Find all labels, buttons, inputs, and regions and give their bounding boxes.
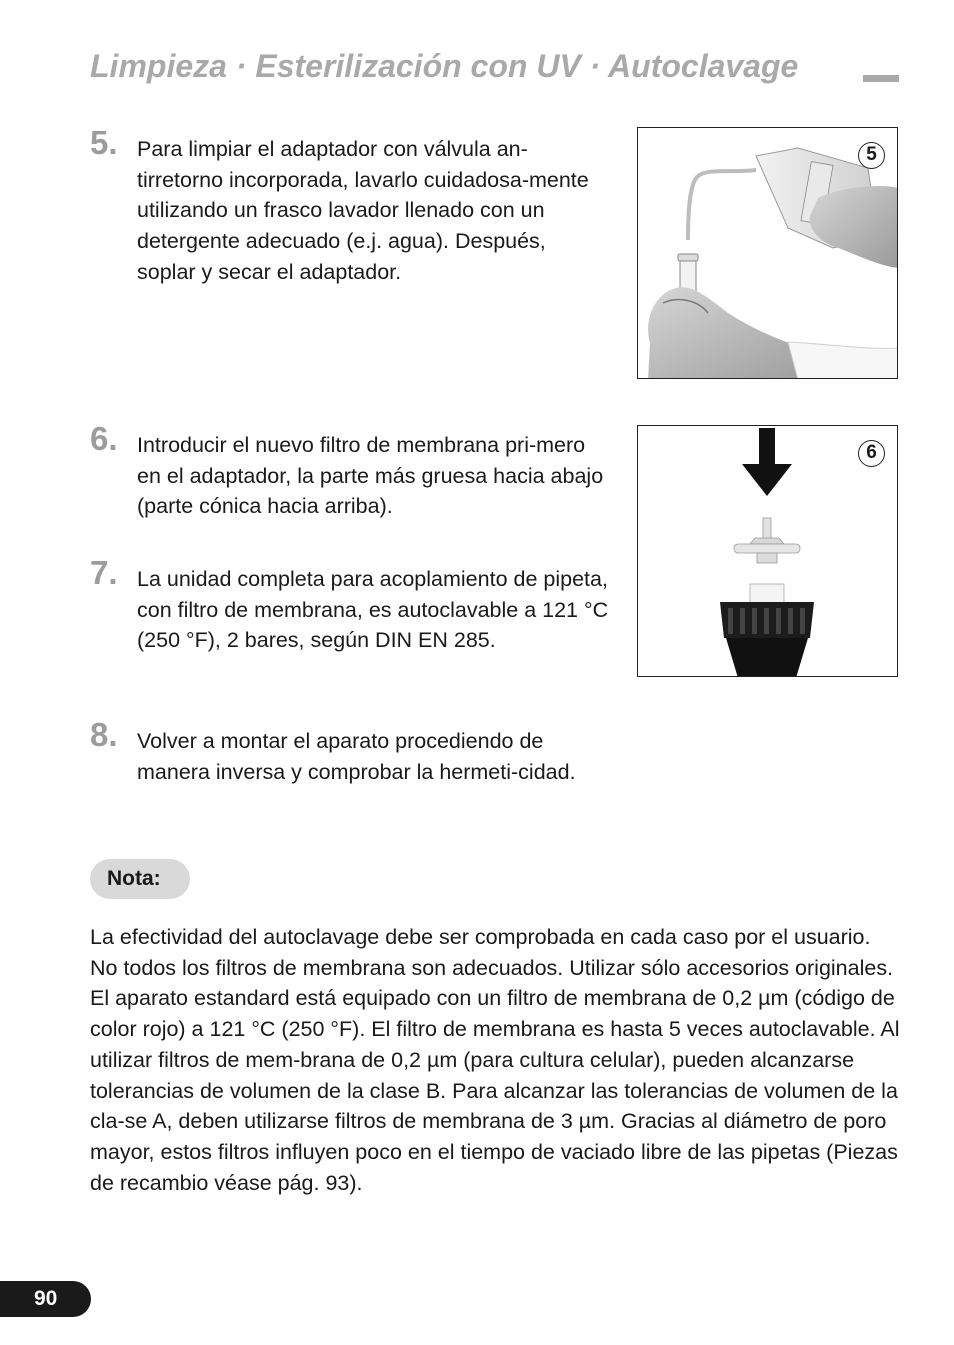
- note-label-badge: Nota:: [90, 859, 190, 899]
- arrow-down-icon: [742, 464, 792, 496]
- step-7: [90, 554, 610, 656]
- step-number: 8.: [90, 716, 118, 753]
- page-number: 90: [0, 1281, 91, 1317]
- step-number: 5.: [90, 124, 118, 161]
- wash-bottle-illustration: [638, 128, 898, 379]
- figure-6-filter-insertion: [637, 425, 898, 677]
- figure-label: 6: [858, 440, 885, 467]
- step-8: [90, 716, 610, 787]
- step-5: [90, 124, 610, 288]
- step-number: 6.: [90, 420, 118, 457]
- step-text: La unidad completa para acoplamiento de pipeta, con filtro de membrana, es autoclavable a 121 °C (250 °F), 2 bares, según DIN EN 285.: [137, 567, 609, 653]
- figure-5-wash-bottle: [637, 127, 898, 379]
- note-text: La efectividad del autoclavage debe ser comprobada en cada caso por el usuario. No todos los filtros de membrana son adecuados. Utilizar sólo accesorios originales. El aparato estandard está equipado con un filtro de membrana de 0,2 µm (código de color rojo) a 121 °C (250 °F). El filtro de membrana es hasta 5 veces autoclavable. Al utilizar filtros de mem-brana de 0,2 µm (para cultura celular), pueden alcanzarse tolerancias de volumen de la clase B. Para alcanzar las tolerancias de volumen de la cla-se A, deben utilizarse filtros de membrana de 3 µm. Gracias al diámetro de poro mayor, estos filtros influyen poco en el tiempo de vaciado libre de las pipetas (Piezas de recambio véase pág. 93).: [90, 925, 900, 1195]
- step-text: Introducir el nuevo filtro de membrana pri-mero en el adaptador, la parte más gruesa hacia abajo (parte cónica hacia arriba).: [137, 433, 604, 519]
- step-text: Volver a montar el aparato procediendo de manera inversa y comprobar la hermeti-cidad.: [137, 729, 576, 784]
- figure-label: 5: [858, 142, 885, 169]
- step-text: Para limpiar el adaptador con válvula an-tirretorno incorporada, lavarlo cuidadosa-mente utilizando un frasco lavador llenado con un detergente adecuado (e.j. agua). Después, soplar y secar el adaptador.: [137, 137, 589, 284]
- step-number: 7.: [90, 554, 118, 591]
- title-accent-bar: [863, 75, 899, 82]
- filter-insertion-illustration: [638, 426, 898, 677]
- page-title: Limpieza · Esterilización con UV · Autoclavage: [90, 48, 799, 84]
- step-6: [90, 420, 610, 522]
